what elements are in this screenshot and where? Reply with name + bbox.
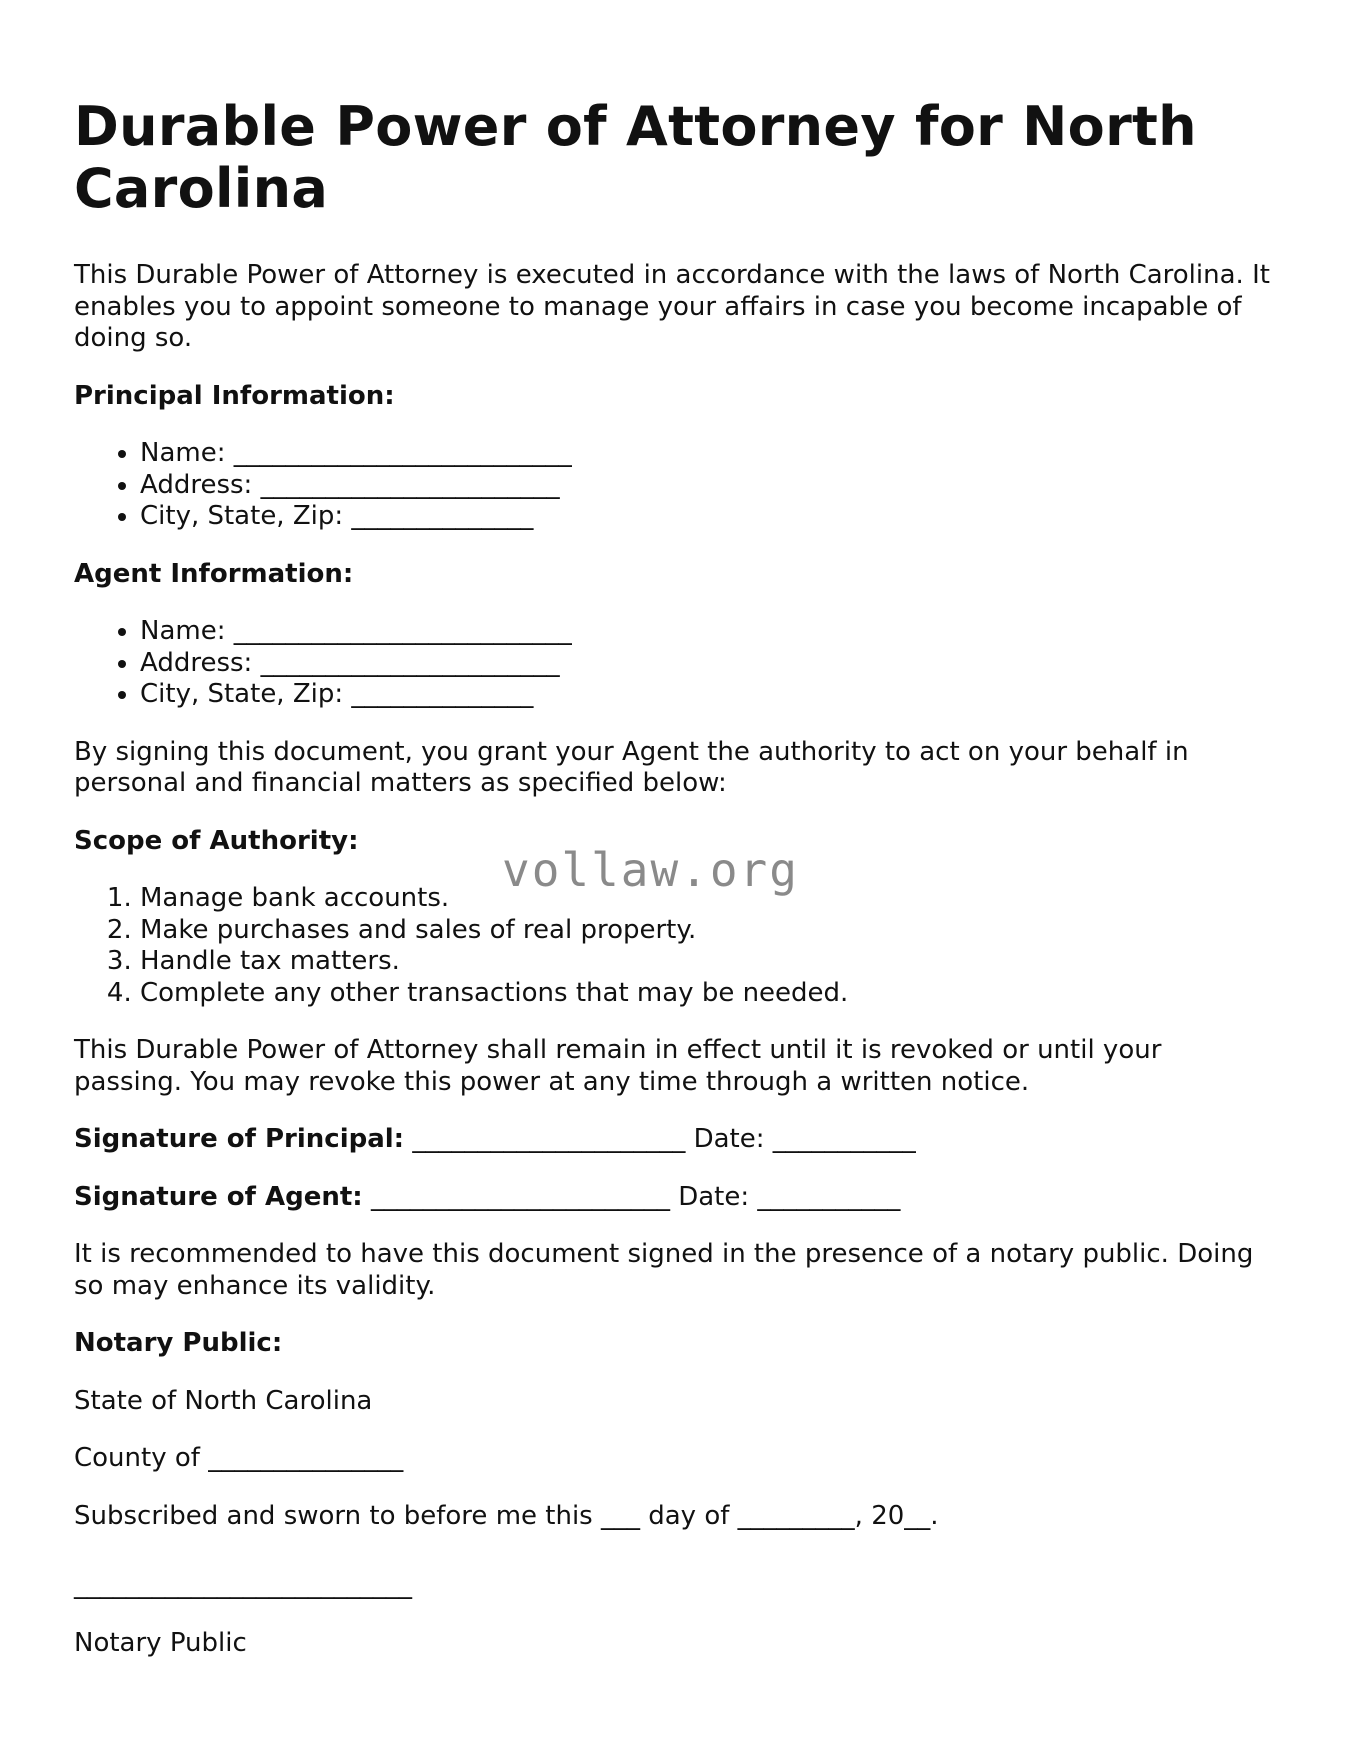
intro-paragraph: This Durable Power of Attorney is executed in accordance with the laws of North Carolina. It enables you to appoint someone to manage your affairs in case you become incapable of doing so. bbox=[74, 260, 1270, 353]
principal-info-list bbox=[74, 438, 1274, 533]
principal-name-field: • Name: __________________________ bbox=[140, 438, 1274, 470]
notary-state: State of North Carolina bbox=[74, 1385, 373, 1416]
notary-recommendation: It is recommended to have this document signed in the presence of a notary public. Doing so may enhance its validity. bbox=[74, 1239, 1254, 1301]
principal-address-field: • Address: _______________________ bbox=[140, 470, 1274, 502]
watermark: vollaw.org bbox=[502, 843, 799, 897]
principal-signature-line bbox=[74, 1124, 1274, 1156]
scope-item: 3. Handle tax matters. bbox=[140, 946, 1274, 978]
agent-signature-line bbox=[74, 1182, 1274, 1214]
agent-info-list bbox=[74, 616, 1274, 711]
principal-city-field: • City, State, Zip: ______________ bbox=[140, 501, 1274, 533]
principal-heading: Principal Information: bbox=[74, 380, 395, 411]
scope-item: 4. Complete any other transactions that may be needed. bbox=[140, 978, 1274, 1010]
notary-heading: Notary Public: bbox=[74, 1328, 283, 1358]
agent-address-field: • Address: _______________________ bbox=[140, 648, 1274, 680]
notary-county: County of _______________ bbox=[74, 1443, 404, 1473]
scope-item: 1. Manage bank accounts. bbox=[140, 883, 1274, 915]
document-title: Durable Power of Attorney for North Carolina bbox=[74, 95, 1197, 220]
agent-signature-blank: _______________________ Date: ___________ bbox=[362, 1181, 901, 1212]
notary-title: Notary Public bbox=[74, 1627, 247, 1658]
agent-signature-label: Signature of Agent: bbox=[74, 1181, 363, 1212]
scope-item: 2. Make purchases and sales of real property. bbox=[140, 915, 1274, 947]
notary-subscribed: Subscribed and sworn to before me this ___ day of _________, 20__. bbox=[74, 1500, 939, 1531]
agent-name-field: • Name: __________________________ bbox=[140, 616, 1274, 648]
agent-heading: Agent Information: bbox=[74, 558, 354, 589]
agent-city-field: • City, State, Zip: ______________ bbox=[140, 679, 1274, 711]
scope-list bbox=[74, 883, 1274, 1009]
effect-paragraph: This Durable Power of Attorney shall remain in effect until it is revoked or until your passing. You may revoke this power at any time through a written notice. bbox=[74, 1035, 1162, 1097]
grant-paragraph: By signing this document, you grant your Agent the authority to act on your behalf in personal and financial matters as specified below: bbox=[74, 736, 1189, 798]
scope-heading: Scope of Authority: bbox=[74, 825, 359, 856]
principal-signature-blank: _____________________ Date: ___________ bbox=[404, 1124, 916, 1154]
notary-signature-line: __________________________ bbox=[74, 1570, 412, 1600]
principal-signature-label: Signature of Principal: bbox=[74, 1124, 405, 1154]
